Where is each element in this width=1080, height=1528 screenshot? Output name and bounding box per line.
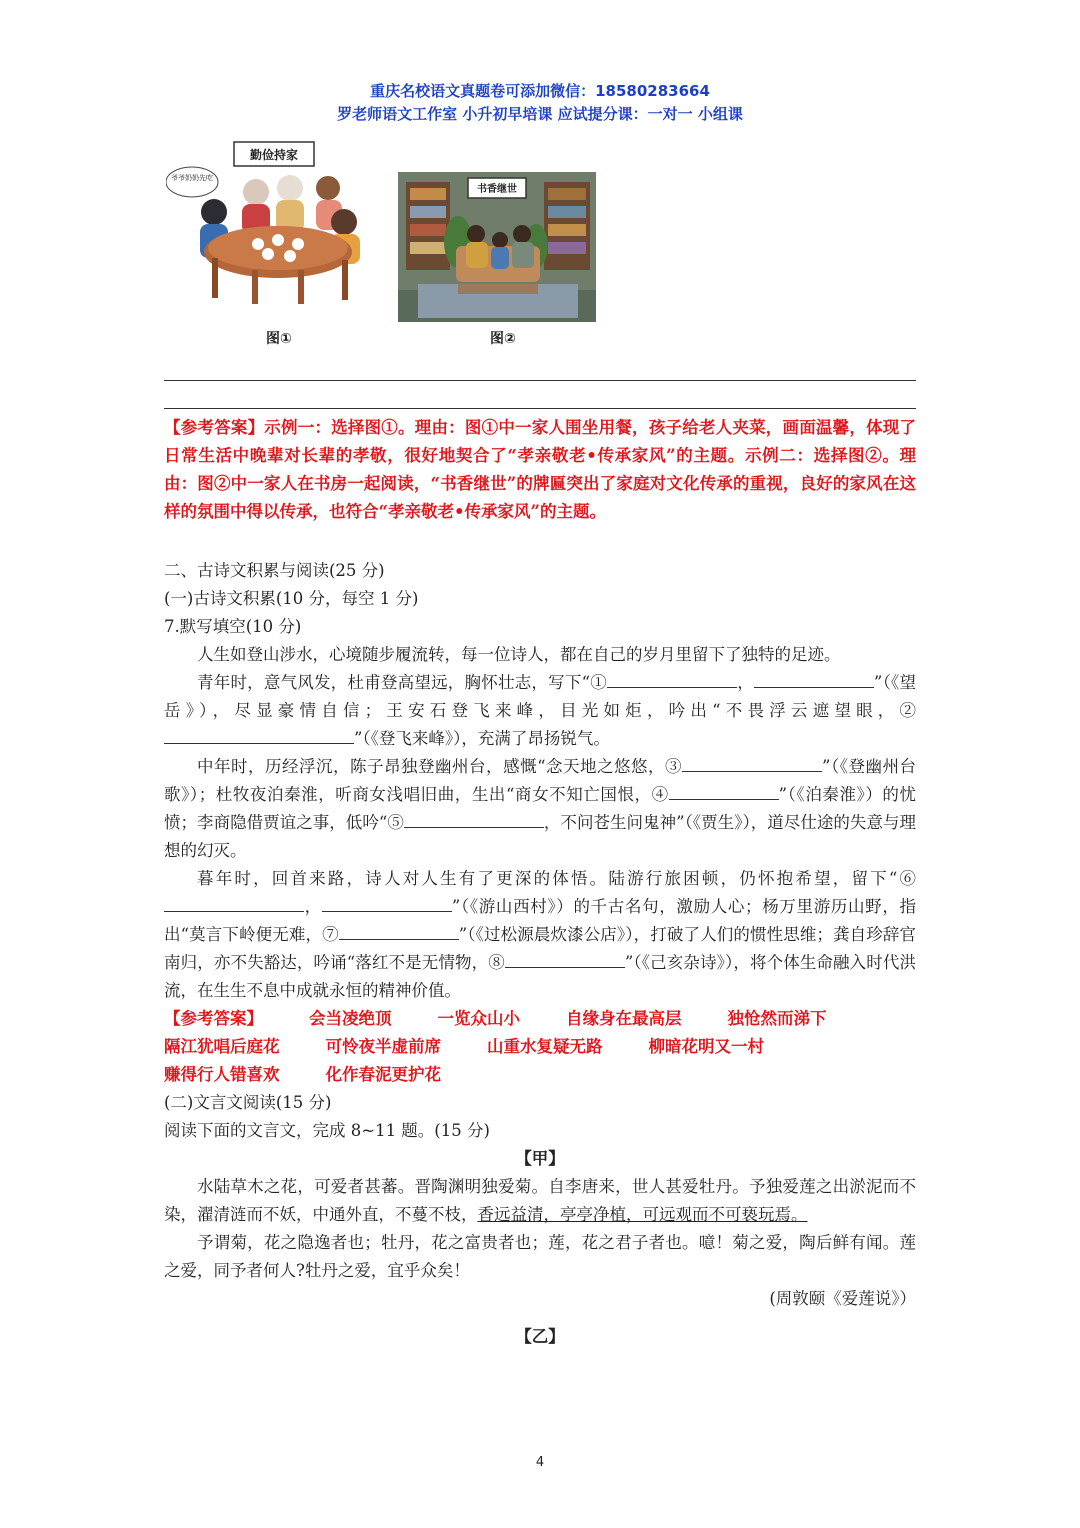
blank-8[interactable]	[505, 949, 625, 968]
reference-answer-7: 【参考答案】 会当凌绝顶 一览众山小 自缘身在最高层 独怆然而涕下 隔江犹唱后庭花 可怜夜半虚前席 山重水复疑无路 柳暗花明又一村 赚得行人错喜欢 化作春泥更护花	[164, 1009, 827, 1084]
blank-6a[interactable]	[164, 893, 304, 912]
blank-2[interactable]	[164, 725, 354, 744]
question-7-youth-paragraph: 青年时，意气风发，杜甫登高望远，胸怀壮志，写下“① ， ”（《望岳》），尽显豪情自信；王安石登飞来峰，目光如炬，吟出“不畏浮云遮望眼，②”（《登飞来峰》），充满了昂扬锐气。	[164, 669, 916, 753]
answer-text: 示例一：选择图①。理由：图①中一家人围坐用餐，孩子给老人夹菜，画面温馨，体现了日常生活中晚辈对长辈的孝敬，很好地契合了“孝亲敬老•传承家风”的主题。示例二：选择图②。理由：图②中一家人在书房一起阅读，“书香继世”的牌匾突出了家庭对文化传承的重视，良好的家风在这样的氛围中得以传承，也符合“孝亲敬老•传承家风”的主题。	[164, 418, 917, 521]
question-7-middle-age-paragraph: 中年时，历经浮沉，陈子昂独登幽州台，感慨“念天地之悠悠，③ ”（《登幽州台歌》）；杜牧夜泊秦淮，听商女浅唱旧曲，生出“商女不知亡国恨，④ ”（《泊秦淮》）的忧愤；李商隐借贾谊之事，低吟“⑤ ，不问苍生问鬼神”（《贾生》），道尽仕途的失意与理想的幻灭。	[164, 753, 916, 865]
answer-line-2	[164, 408, 916, 409]
figure-2-sign: 书香继世	[477, 184, 517, 195]
answer-label: 【参考答案】	[164, 418, 265, 437]
passage-jia-paragraph-1: 水陆草木之花，可爱者甚蕃。晋陶渊明独爱菊。自李唐来，世人甚爱牡丹。予独爱莲之出淤泥而不染，濯清涟而不妖，中通外直，不蔓不枝，香远益清，亭亭净植，可远观而不可亵玩焉。	[164, 1177, 916, 1224]
figure-2-illustration	[398, 172, 596, 322]
section-2-title: 二、古诗文积累与阅读(25 分)	[164, 561, 385, 580]
blank-4[interactable]	[669, 781, 779, 800]
reading-instruction: 阅读下面的文言文，完成 8~11 题。(15 分)	[164, 1121, 490, 1140]
passage-jia-label: 【甲】	[515, 1149, 565, 1168]
header-line-2: 罗老师语文工作室 小升初早培课 应试提分课：一对一 小组课	[337, 105, 743, 123]
page-number: 4	[535, 1455, 545, 1470]
answer-line-1	[164, 380, 916, 381]
passage-jia-source: (周敦颐《爱莲说》）	[769, 1289, 916, 1308]
blank-5[interactable]	[404, 809, 544, 828]
blank-7[interactable]	[339, 921, 459, 940]
figure-2-caption: 图②	[490, 331, 516, 347]
blank-3[interactable]	[682, 753, 822, 772]
figure-1-sign: 勤俭持家	[249, 148, 299, 162]
blank-6b[interactable]	[322, 893, 452, 912]
section-2	[164, 557, 916, 1351]
figure-1-speech-bubble: 爷爷奶奶先吃	[171, 174, 213, 182]
figure-1-caption: 图①	[266, 331, 292, 347]
blank-1a[interactable]	[607, 669, 737, 688]
header-line-1: 重庆名校语文真题卷可添加微信：18580283664	[370, 82, 710, 100]
subsection-2-title: (二)文言文阅读(15 分)	[164, 1093, 332, 1112]
reference-answer-6	[164, 414, 916, 526]
figure-1-illustration	[166, 140, 378, 310]
subsection-1-title: (一)古诗文积累(10 分，每空 1 分)	[164, 589, 419, 608]
question-7-intro: 人生如登山涉水，心境随步履流转，每一位诗人，都在自己的岁月里留下了独特的足迹。	[197, 645, 841, 664]
underlined-sentence: 香远益清，亭亭净植，可远观而不可亵玩焉。	[477, 1205, 808, 1224]
passage-yi-label: 【乙】	[515, 1327, 565, 1346]
passage-jia-paragraph-2: 予谓菊，花之隐逸者也；牡丹，花之富贵者也；莲，花之君子者也。噫！菊之爱，陶后鲜有闻。莲之爱，同予者何人?牡丹之爱，宜乎众矣！	[164, 1233, 916, 1280]
question-7-title: 7.默写填空(10 分)	[164, 617, 302, 636]
blank-1b[interactable]	[754, 669, 874, 688]
question-7-old-age-paragraph: 暮年时，回首来路，诗人对人生有了更深的体悟。陆游行旅困顿，仍怀抱希望，留下“⑥， ”（《游山西村》）的千古名句，激励人心；杨万里游历山野，指出“莫言下岭便无难，⑦ ”（《过松源晨炊漆公店》），打破了人们的惯性思维；龚自珍辞官南归，亦不失豁达，吟诵“落红不是无情物，⑧ ”（《己亥杂诗》），将个体生命融入时代洪流，在生生不息中成就永恒的精神价值。	[164, 869, 917, 1000]
